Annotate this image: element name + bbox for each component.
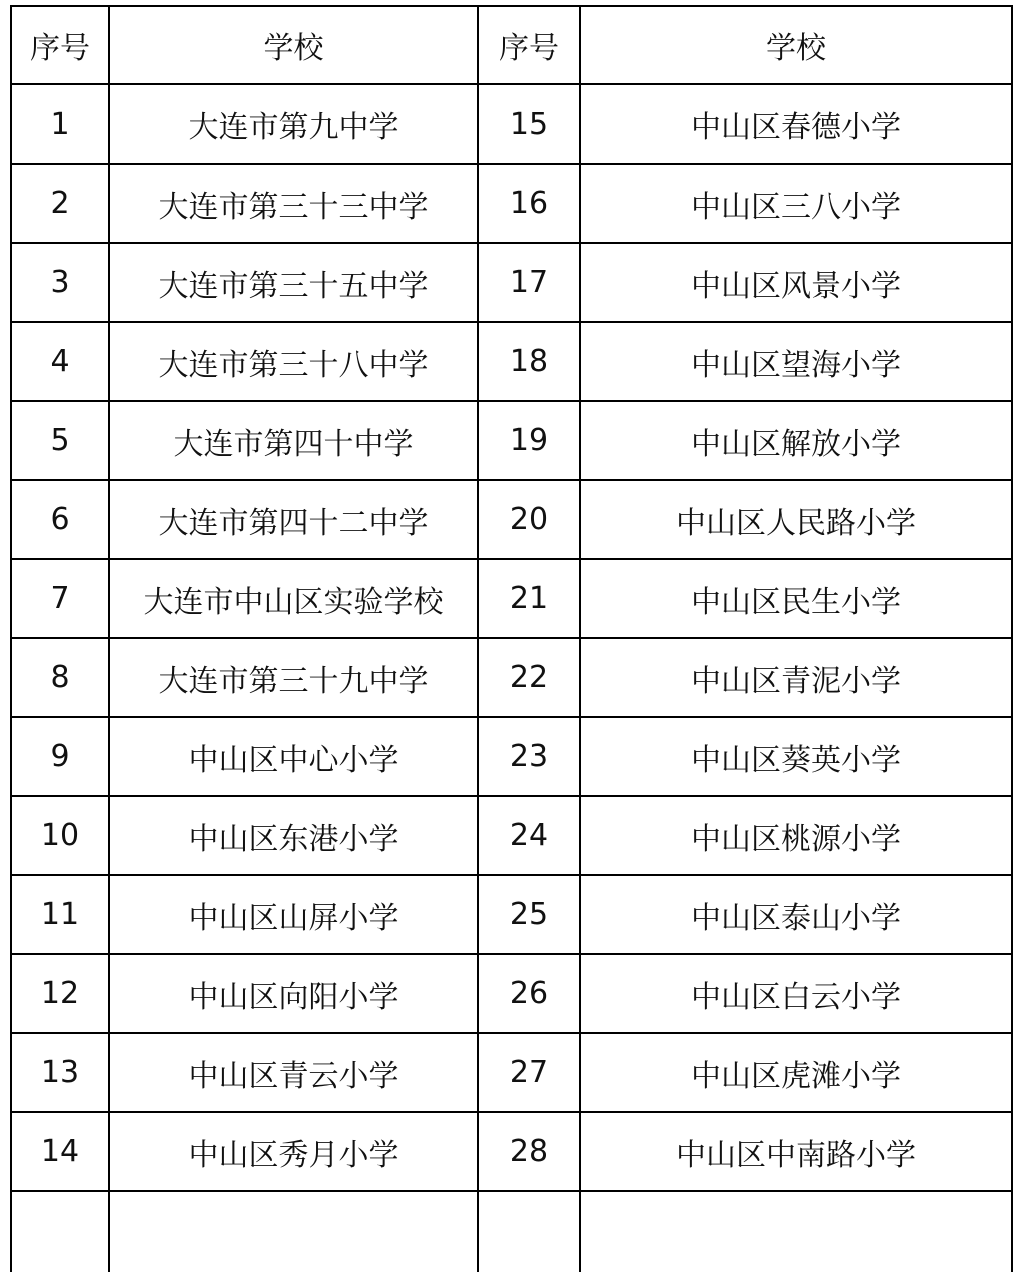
table-header-row <box>11 6 1012 84</box>
school-name-cell: 中山区风景小学 <box>580 243 1012 322</box>
table-row <box>11 401 1012 480</box>
table-row <box>11 1112 1012 1191</box>
table-row <box>11 322 1012 401</box>
school-name-cell: 中山区三八小学 <box>580 164 1012 243</box>
school-name-cell: 大连市第四十中学 <box>109 401 478 480</box>
serial-number-cell: 17 <box>478 243 580 322</box>
serial-number-cell: 26 <box>478 954 580 1033</box>
school-name-cell: 中山区中南路小学 <box>580 1112 1012 1191</box>
school-name-cell: 大连市第三十三中学 <box>109 164 478 243</box>
table-row <box>11 1033 1012 1112</box>
header-serial-number: 序号 <box>478 6 580 84</box>
serial-number-cell: 23 <box>478 717 580 796</box>
table-row <box>11 875 1012 954</box>
serial-number-cell: 25 <box>478 875 580 954</box>
table-row <box>11 480 1012 559</box>
serial-number-cell: 28 <box>478 1112 580 1191</box>
serial-number-cell: 19 <box>478 401 580 480</box>
serial-number-cell: 21 <box>478 559 580 638</box>
school-name-cell: 大连市第九中学 <box>109 84 478 164</box>
serial-number-cell: 11 <box>11 875 109 954</box>
school-name-cell: 中山区葵英小学 <box>580 717 1012 796</box>
table-row-cut-off <box>11 1191 1012 1272</box>
empty-cell <box>109 1191 478 1272</box>
school-name-cell: 中山区望海小学 <box>580 322 1012 401</box>
serial-number-cell: 2 <box>11 164 109 243</box>
table-row <box>11 796 1012 875</box>
serial-number-cell: 22 <box>478 638 580 717</box>
serial-number-cell: 1 <box>11 84 109 164</box>
serial-number-cell: 10 <box>11 796 109 875</box>
school-name-cell: 大连市第三十五中学 <box>109 243 478 322</box>
serial-number-cell: 4 <box>11 322 109 401</box>
serial-number-cell: 15 <box>478 84 580 164</box>
empty-cell <box>478 1191 580 1272</box>
table-row <box>11 638 1012 717</box>
school-name-cell: 大连市第四十二中学 <box>109 480 478 559</box>
table-row <box>11 243 1012 322</box>
serial-number-cell: 24 <box>478 796 580 875</box>
serial-number-cell: 8 <box>11 638 109 717</box>
serial-number-cell: 9 <box>11 717 109 796</box>
table-row <box>11 559 1012 638</box>
school-name-cell: 中山区中心小学 <box>109 717 478 796</box>
school-name-cell: 中山区桃源小学 <box>580 796 1012 875</box>
school-table <box>10 5 1013 1272</box>
school-name-cell: 中山区泰山小学 <box>580 875 1012 954</box>
serial-number-cell: 3 <box>11 243 109 322</box>
school-name-cell: 中山区青泥小学 <box>580 638 1012 717</box>
school-name-cell: 大连市第三十九中学 <box>109 638 478 717</box>
empty-cell <box>580 1191 1012 1272</box>
school-name-cell: 中山区青云小学 <box>109 1033 478 1112</box>
header-school: 学校 <box>109 6 478 84</box>
table-row <box>11 717 1012 796</box>
header-school: 学校 <box>580 6 1012 84</box>
serial-number-cell: 18 <box>478 322 580 401</box>
serial-number-cell: 16 <box>478 164 580 243</box>
header-serial-number: 序号 <box>11 6 109 84</box>
serial-number-cell: 27 <box>478 1033 580 1112</box>
serial-number-cell: 12 <box>11 954 109 1033</box>
serial-number-cell: 14 <box>11 1112 109 1191</box>
school-name-cell: 中山区虎滩小学 <box>580 1033 1012 1112</box>
table-row <box>11 954 1012 1033</box>
serial-number-cell: 13 <box>11 1033 109 1112</box>
school-table-container <box>10 5 1011 1272</box>
school-name-cell: 中山区秀月小学 <box>109 1112 478 1191</box>
school-name-cell: 中山区民生小学 <box>580 559 1012 638</box>
serial-number-cell: 20 <box>478 480 580 559</box>
table-row <box>11 84 1012 164</box>
serial-number-cell: 5 <box>11 401 109 480</box>
school-name-cell: 中山区山屏小学 <box>109 875 478 954</box>
school-name-cell: 中山区白云小学 <box>580 954 1012 1033</box>
table-row <box>11 164 1012 243</box>
school-name-cell: 中山区解放小学 <box>580 401 1012 480</box>
school-name-cell: 中山区人民路小学 <box>580 480 1012 559</box>
empty-cell <box>11 1191 109 1272</box>
school-name-cell: 中山区向阳小学 <box>109 954 478 1033</box>
serial-number-cell: 6 <box>11 480 109 559</box>
school-name-cell: 中山区东港小学 <box>109 796 478 875</box>
serial-number-cell: 7 <box>11 559 109 638</box>
school-name-cell: 大连市第三十八中学 <box>109 322 478 401</box>
school-name-cell: 大连市中山区实验学校 <box>109 559 478 638</box>
school-name-cell: 中山区春德小学 <box>580 84 1012 164</box>
